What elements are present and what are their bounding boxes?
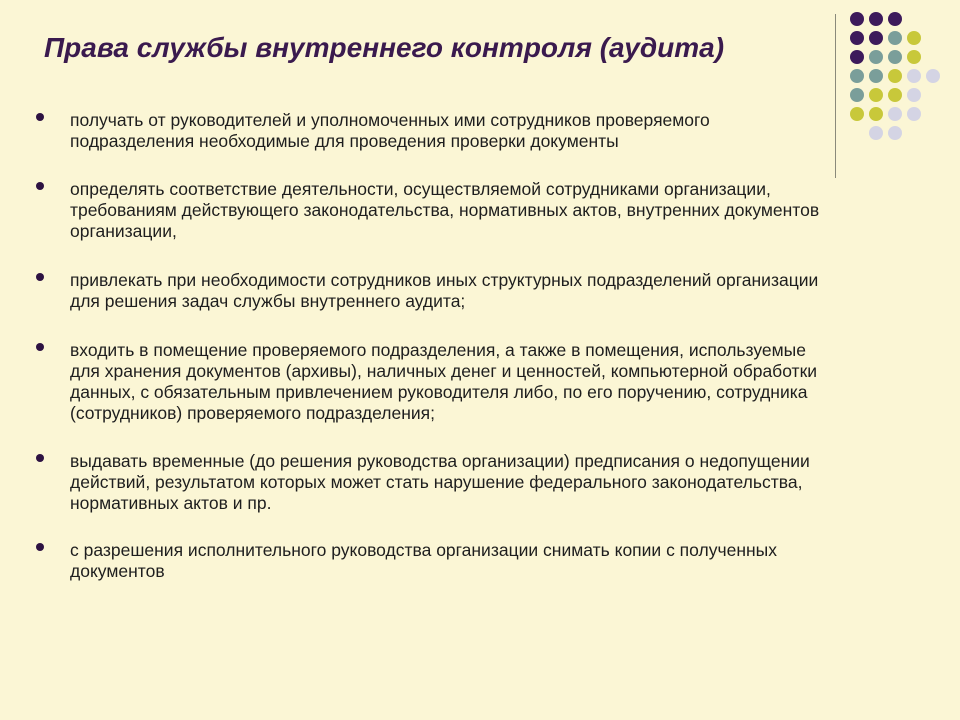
bullet-icon <box>36 454 44 462</box>
decorative-dot <box>888 12 902 26</box>
bullet-text: определять соответствие деятельности, осуществляемой сотрудниками организации, требованиям действующего законодательства, нормативных актов, внутренних документов организации, <box>70 179 820 241</box>
bullet-list <box>34 110 834 582</box>
decorative-dot <box>869 107 883 121</box>
slide-title: Права службы внутреннего контроля (аудита) <box>44 32 725 63</box>
decorative-dot <box>869 31 883 45</box>
bullet-text: входить в помещение проверяемого подразделения, а также в помещения, используемые для хранения документов (архивы), наличных денег и ценностей, компьютерной обработки данных, с обязательным привлечением руководителя либо, по его поручению, сотрудника (сотрудников) проверяемого подразделения; <box>70 340 817 423</box>
decorative-dot <box>888 50 902 64</box>
bullet-text: с разрешения исполнительного руководства организации снимать копии с полученных документов <box>70 540 777 581</box>
bullet-text: выдавать временные (до решения руководства организации) предписания о недопущении действий, результатом которых может стать нарушение федерального законодательства, нормативных актов и пр. <box>70 451 810 513</box>
decorative-dot <box>850 69 864 83</box>
bullet-icon <box>36 113 44 121</box>
bullet-item <box>34 179 834 242</box>
bullet-item <box>34 110 834 152</box>
bullet-text: получать от руководителей и уполномоченных ими сотрудников проверяемого подразделения необходимые для проведения проверки документы <box>70 110 710 151</box>
decorative-dot <box>888 107 902 121</box>
decorative-dot-grid <box>850 12 950 162</box>
decorative-dot <box>869 69 883 83</box>
decorative-dot <box>869 12 883 26</box>
bullet-icon <box>36 273 44 281</box>
decorative-dot <box>850 50 864 64</box>
title-divider <box>835 14 836 178</box>
decorative-dot <box>907 69 921 83</box>
decorative-dot <box>850 107 864 121</box>
bullet-icon <box>36 182 44 190</box>
bullet-icon <box>36 543 44 551</box>
decorative-dot <box>907 50 921 64</box>
decorative-dot <box>907 31 921 45</box>
decorative-dot <box>850 31 864 45</box>
decorative-dot <box>888 69 902 83</box>
bullet-text: привлекать при необходимости сотрудников иных структурных подразделений организации для решения задач службы внутреннего аудита; <box>70 270 819 311</box>
bullet-item <box>34 270 834 312</box>
decorative-dot <box>869 50 883 64</box>
decorative-dot <box>850 88 864 102</box>
bullet-item <box>34 540 834 582</box>
decorative-dot <box>888 31 902 45</box>
decorative-dot <box>869 126 883 140</box>
decorative-dot <box>888 126 902 140</box>
bullet-icon <box>36 343 44 351</box>
decorative-dot <box>907 88 921 102</box>
decorative-dot <box>850 12 864 26</box>
decorative-dot <box>926 69 940 83</box>
decorative-dot <box>907 107 921 121</box>
decorative-dot <box>888 88 902 102</box>
bullet-item <box>34 340 834 424</box>
decorative-dot <box>869 88 883 102</box>
bullet-item <box>34 451 834 514</box>
